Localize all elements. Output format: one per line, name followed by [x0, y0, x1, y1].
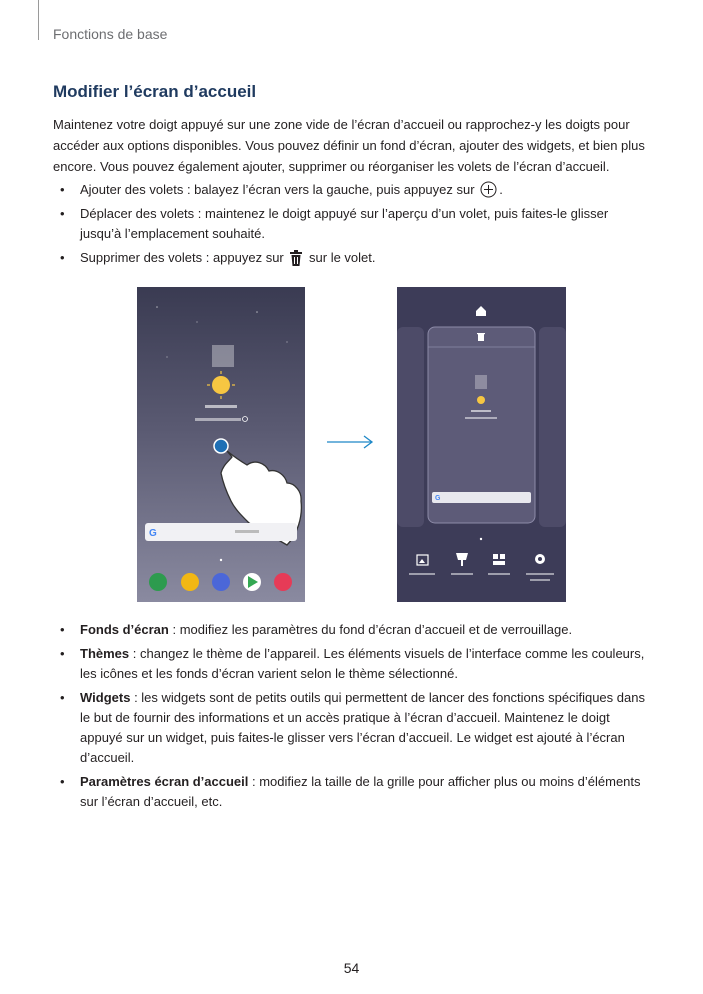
delete-panels-text: Supprimer des volets : appuyez sur: [80, 250, 284, 265]
section-header: Fonctions de base: [53, 26, 168, 42]
home-settings-desc: : modifiez la taille de la grille pour afficher plus ou moins d’éléments sur l’écran d’accueil, etc.: [80, 774, 641, 809]
list-item-add-panels: [53, 180, 653, 200]
internet-app-icon: [212, 573, 230, 591]
messages-app-icon: [181, 573, 199, 591]
themes-term: Thèmes: [80, 646, 130, 661]
list-item-themes: [53, 644, 653, 684]
bullet: •: [60, 622, 65, 637]
bullet: •: [60, 774, 65, 789]
list-item-wallpapers: [53, 620, 653, 640]
bullet: •: [60, 206, 65, 221]
edit-mode-illustration: [397, 287, 566, 602]
trash-icon: [289, 250, 303, 266]
widgets-icon: [493, 554, 498, 559]
right-arrow-icon: [327, 432, 375, 452]
phone-app-icon: [149, 573, 167, 591]
right-panel-preview: [539, 327, 566, 527]
add-panels-end: .: [499, 182, 503, 197]
delete-panels-end: sur le volet.: [309, 250, 376, 265]
left-panel-preview: [397, 327, 424, 527]
svg-text:G: G: [435, 495, 441, 502]
home-settings-term: Paramètres écran d’accueil: [80, 774, 249, 789]
bullet: •: [60, 182, 65, 197]
page-number: 54: [343, 960, 360, 976]
home-screen-illustration: [137, 287, 305, 602]
header-rule: [38, 0, 39, 40]
move-panels-text: Déplacer des volets : maintenez le doigt appuyé sur l’aperçu d’un volet, puis faites-le glisser jusqu’à l’emplacement souhaité.: [80, 206, 609, 241]
trash-icon: [478, 334, 484, 341]
options-list-bottom: [53, 620, 653, 816]
wallpapers-term: Fonds d’écran: [80, 622, 169, 637]
list-item-delete-panels: [53, 248, 653, 268]
list-item-widgets: [53, 688, 653, 768]
sun-icon: [477, 396, 485, 404]
page-title: Modifier l’écran d’accueil: [53, 82, 257, 101]
wallpapers-desc: : modifiez les paramètres du fond d’écran d’accueil et de verrouillage.: [168, 622, 573, 637]
weather-temperature: [212, 345, 234, 367]
list-item-move-panels: [53, 204, 653, 244]
intro-paragraph: Maintenez votre doigt appuyé sur une zone vide de l’écran d’accueil ou rapprochez-y les doigts pour accéder aux options disponibles. Vous pouvez définir un fond d’écran, ajouter des widgets, et bien plus encore. Vous pouvez également ajouter, supprimer ou réorganiser les volets de l’écran d’accueil.: [53, 117, 645, 174]
themes-icon: [456, 553, 468, 560]
home-screen-screenshot: [137, 287, 305, 602]
home-icon: [476, 306, 486, 316]
sun-icon: [212, 376, 230, 394]
themes-desc: : changez le thème de l’appareil. Les éléments visuels de l’interface comme les couleurs, les icônes et les fonds d’écran varient selon le thème sélectionné.: [80, 646, 645, 681]
bullet: •: [60, 690, 65, 705]
options-list-top: [53, 180, 653, 272]
search-bar: [432, 492, 531, 503]
widgets-desc: : les widgets sont de petits outils qui permettent de lancer des fonctions spécifiques dans le but de fournir des informations et un accès pratique à l’écran d’accueil. Maintenez le doigt appuyé sur un widget, puis faites-le glisser vers l’écran d’accueil. Le widget est ajouté à l’écran d’accueil.: [80, 690, 645, 765]
add-circle-icon: [480, 181, 497, 198]
search-bar: [145, 523, 297, 541]
svg-text:G: G: [149, 528, 157, 539]
touch-point: [214, 439, 228, 453]
bullet: •: [60, 646, 65, 661]
edit-mode-screenshot: [397, 287, 566, 602]
add-panels-text: Ajouter des volets : balayez l’écran vers la gauche, puis appuyez sur: [80, 182, 475, 197]
camera-app-icon: [274, 573, 292, 591]
widgets-term: Widgets: [80, 690, 131, 705]
list-item-home-settings: [53, 772, 653, 812]
bullet: •: [60, 250, 65, 265]
